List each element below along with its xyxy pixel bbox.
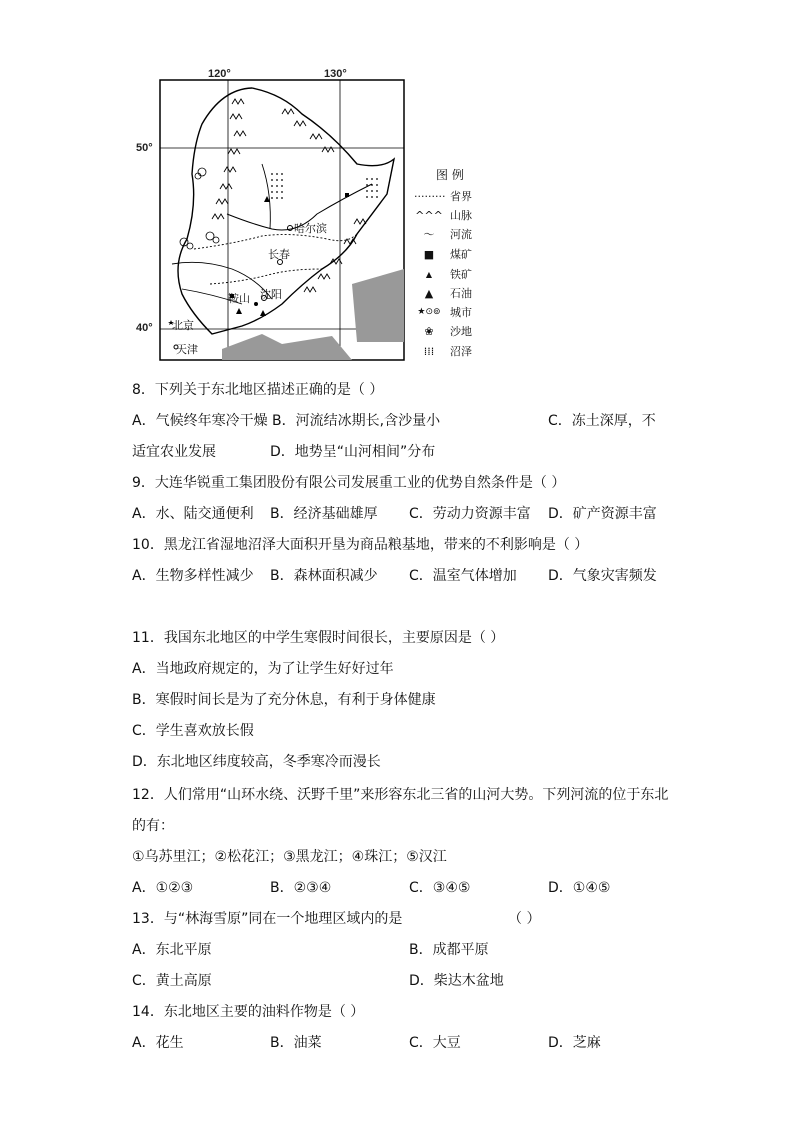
iron-mine-icon: ▲ [425,269,433,279]
legend-item-city [414,304,472,320]
question-11-stem: 11．我国东北地区的中学生寒假时间很长，主要原因是（ ） [132,630,505,646]
lat-label-50: 50° [136,142,153,154]
city-tianjin: 天津 [176,343,198,356]
question-9-stem: 9．大连华锐重工集团股份有限公司发展重工业的优势自然条件是（ ） [132,475,566,491]
river-icon: 〜 [423,228,435,241]
legend-item-province-border [414,188,472,204]
question-13-option-a: A．东北平原 [132,942,212,958]
lat-label-40: 40° [136,322,153,334]
question-14-option-b: B．油菜 [270,1035,322,1051]
legend-item-oil [414,285,472,301]
lon-label-130: 130° [324,68,347,80]
legend-label: 河流 [450,228,472,241]
question-8-stem: 8．下列关于东北地区描述正确的是（ ） [132,382,384,398]
question-12-option-b: B．②③④ [270,880,332,896]
legend-label: 铁矿 [450,268,472,281]
legend-label: 沙地 [450,325,472,338]
question-8-line-2a: 适宜农业发展 [132,444,216,460]
city-icon: ★⊙⊚ [417,307,441,317]
legend-label: 城市 [450,306,472,319]
question-14-option-a: A．花生 [132,1035,184,1051]
question-12-option-d: D．①④⑤ [548,880,611,896]
mountain-icon: ^^^ [415,208,443,222]
legend-label: 山脉 [450,209,472,222]
city-harbin: 哈尔滨 [294,222,327,235]
question-10-option-a: A．生物多样性减少 [132,568,254,584]
question-14-option-c: C．大豆 [409,1035,461,1051]
city-anshan: 鞍山 [228,292,250,305]
sand-icon: ❀ [424,324,434,338]
question-14-stem: 14．东北地区主要的油料作物是（ ） [132,1004,365,1020]
question-10-option-d: D．气象灾害频发 [548,568,657,584]
legend-item-iron [414,266,472,282]
northeast-china-map [132,64,492,364]
legend-label: 沼泽 [450,345,472,358]
city-beijing: 北京 [172,319,194,332]
legend-title: 图 例 [436,168,464,182]
question-11-option-a: A．当地政府规定的，为了让学生好好过年 [132,661,394,677]
question-10-option-c: C．温室气体增加 [409,568,517,584]
question-9-option-b: B．经济基础雄厚 [270,506,378,522]
swamp-icon: ⁞⁞⁞ [423,344,435,358]
legend-item-swamp [414,343,472,359]
question-13-answer-paren: （ ） [508,911,541,927]
question-8-line-1a: A．气候终年寒冷干燥 B．河流结冰期长,含沙量小 [132,413,441,429]
question-12-river-list: ①乌苏里江；②松花江；③黑龙江；④珠江；⑤汉江 [132,849,447,865]
question-8-line-1b: C．冻土深厚，不 [548,413,656,429]
question-14-option-d: D．芝麻 [548,1035,601,1051]
question-12-stem: 12．人们常用“山环水绕、沃野千里”来形容东北三省的山河大势。下列河流的位于东北 [132,787,669,803]
question-9-option-c: C．劳动力资源丰富 [409,506,531,522]
question-8-line-2b: D．地势呈“山河相间”分布 [270,444,436,460]
question-12-option-a: A．①②③ [132,880,194,896]
question-13-option-b: B．成都平原 [409,942,489,958]
legend-item-mountain [414,207,472,223]
question-10-option-b: B．森林面积减少 [270,568,378,584]
legend-label: 省界 [450,190,472,203]
question-11-option-c: C．学生喜欢放长假 [132,723,254,739]
legend-item-sand [414,323,472,339]
question-12-option-c: C．③④⑤ [409,880,471,896]
city-shenyang: 沈阳 [260,288,282,301]
question-10-stem: 10．黑龙江省湿地沼泽大面积开垦为商品粮基地，带来的不利影响是（ ） [132,537,589,553]
dotted-line-icon: ········· [414,189,446,203]
question-11-option-d: D．东北地区纬度较高，冬季寒冷而漫长 [132,754,381,770]
question-13-stem: 13．与“林海雪原”同在一个地理区域内的是 [132,911,403,927]
legend-item-river [414,226,472,242]
coal-mine-icon: ■ [423,247,435,261]
city-changchun: 长春 [268,248,290,261]
oil-icon: ▲ [424,286,434,300]
question-9-option-d: D．矿产资源丰富 [548,506,657,522]
question-13-option-c: C．黄土高原 [132,973,212,989]
question-9-option-a: A．水、陆交通便利 [132,506,254,522]
lon-label-120: 120° [208,68,231,80]
question-13-option-d: D．柴达木盆地 [409,973,504,989]
legend-item-coal [414,246,472,262]
legend-label: 石油 [450,287,472,300]
question-12-stem-cont: 的有： [132,818,174,834]
legend-label: 煤矿 [450,248,472,261]
question-11-option-b: B．寒假时间长是为了充分休息，有利于身体健康 [132,692,436,708]
